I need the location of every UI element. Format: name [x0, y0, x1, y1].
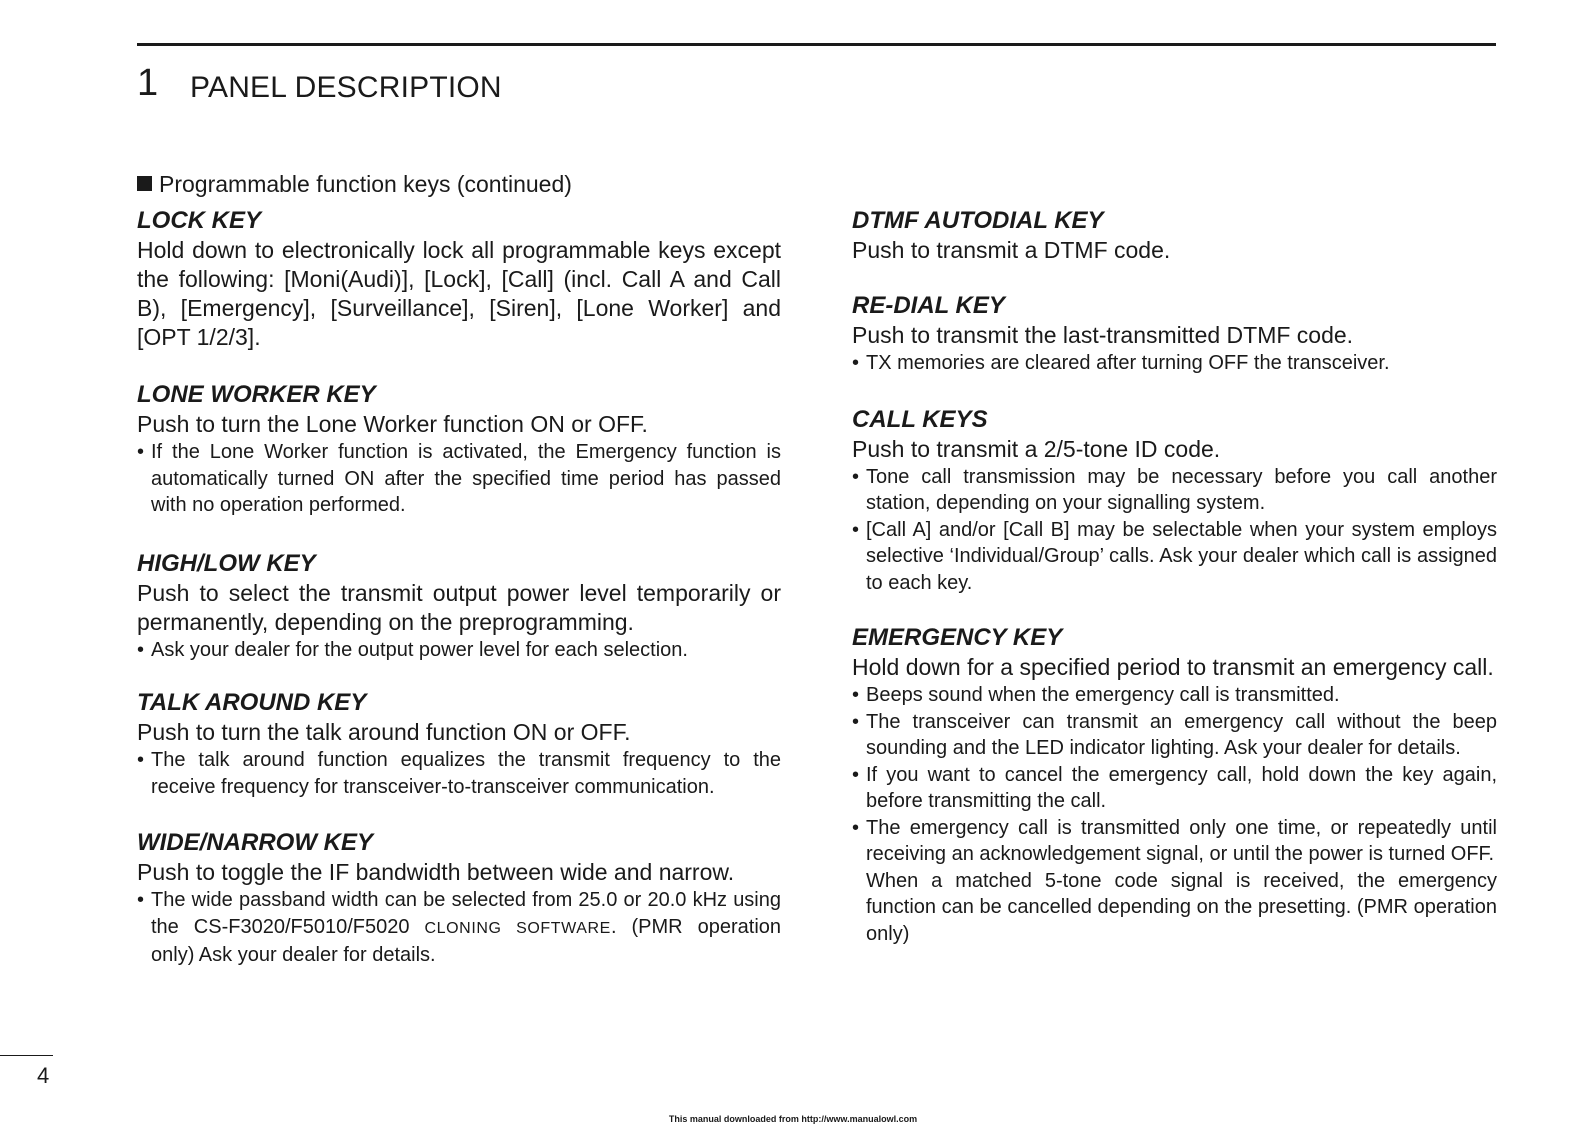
dtmf-autodial-key-heading: DTMF AUTODIAL KEY: [852, 207, 1104, 234]
wide-narrow-key-description: Push to toggle the IF bandwidth between wide and narrow.: [137, 859, 735, 885]
emergency-bullet-2: • The transceiver can transmit an emergency call without the beep sounding and the LED indicator lighting. Ask your dealer for details.: [852, 709, 1497, 762]
call-keys-bullet-1: • Tone call transmission may be necessary before you call another station, depending on your signalling system.: [852, 464, 1497, 517]
page-number: 4: [37, 1063, 50, 1088]
top-rule: [137, 43, 1496, 46]
lone-worker-bullet: • If the Lone Worker function is activated, the Emergency function is automatically turned ON after the specified time period has passed with no operation performed.: [137, 439, 781, 519]
lock-key-description: Hold down to electronically lock all programmable keys except the following: [Moni(Audi)], [Lock], [Call] (incl. Call A and Call B), [Emergency], [Surveillance], [Siren], [Lone Worker] and [OPT 1/2/3].: [137, 237, 781, 350]
right-column: [852, 206, 1497, 947]
emergency-key-block: [852, 623, 1497, 947]
dtmf-autodial-key-block: [852, 206, 1497, 265]
wide-narrow-bullet-text: The wide passband width can be selected from 25.0 or 20.0 kHz using the CS-F3020/F5010/F5020: [151, 889, 781, 938]
high-low-key-description: Push to select the transmit output power level temporarily or permanently, depending on the preprogramming.: [137, 579, 781, 635]
emergency-key-description: Hold down for a specified period to transmit an emergency call.: [852, 654, 1494, 680]
redial-key-description: Push to transmit the last-transmitted DTMF code.: [852, 322, 1354, 348]
call-keys-description: Push to transmit a 2/5-tone ID code.: [852, 435, 1221, 462]
wide-narrow-bullet-tail: . (PMR operation only) Ask your dealer for details.: [151, 915, 782, 966]
chapter-number: 1: [137, 62, 159, 104]
download-source-footer: This manual downloaded from http://www.manualowl.com: [668, 1114, 918, 1124]
lone-worker-key-block: [137, 380, 781, 519]
talk-around-bullet: • The talk around function equalizes the transmit frequency to the receive frequency for transceiver-to-transceiver communication.: [137, 747, 781, 800]
high-low-bullet: • Ask your dealer for the output power level for each selection.: [137, 637, 781, 664]
section-title: [137, 170, 572, 198]
talk-around-key-description: Push to turn the talk around function ON or OFF.: [137, 719, 631, 745]
call-keys-block: [852, 405, 1497, 597]
redial-key-heading: RE-DIAL KEY: [852, 292, 1005, 319]
wide-narrow-key-block: [137, 828, 781, 969]
talk-around-key-block: [137, 688, 781, 800]
call-keys-bullet-2: • [Call A] and/or [Call B] may be selectable when your system employs selective ‘Individual/Group’ calls. Ask your dealer which call is assigned to each key.: [852, 517, 1497, 597]
wide-narrow-bullet: [137, 887, 781, 969]
emergency-bullet-3: • If you want to cancel the emergency call, hold down the key again, before transmitting the call.: [852, 762, 1497, 815]
redial-bullet: • TX memories are cleared after turning OFF the transceiver.: [852, 350, 1497, 377]
cloning-software-label: CLONING SOFTWARE: [424, 919, 611, 937]
lock-key-block: [137, 206, 781, 352]
emergency-bullet-1: • Beeps sound when the emergency call is transmitted.: [852, 682, 1497, 709]
left-column: [137, 206, 781, 969]
wide-narrow-key-heading: WIDE/NARROW KEY: [137, 829, 373, 856]
chapter-title: PANEL DESCRIPTION: [190, 71, 502, 104]
lock-key-heading: LOCK KEY: [137, 207, 262, 234]
emergency-note: When a matched 5-tone code signal is received, the emergency function can be cancelled depending on the presetting. (PMR operation only): [866, 869, 1497, 945]
call-keys-heading: CALL KEYS: [852, 405, 988, 433]
emergency-key-heading: EMERGENCY KEY: [852, 624, 1063, 651]
lone-worker-key-heading: LONE WORKER KEY: [137, 381, 376, 408]
section-title-text: Programmable function keys (continued): [159, 171, 572, 197]
lone-worker-key-description: Push to turn the Lone Worker function ON or OFF.: [137, 411, 648, 437]
page-number-rule: [0, 1055, 53, 1056]
square-bullet-icon: [137, 176, 152, 191]
redial-key-block: [852, 291, 1497, 377]
high-low-key-block: [137, 549, 781, 664]
high-low-key-heading: HIGH/LOW KEY: [137, 549, 316, 577]
dtmf-autodial-key-description: Push to transmit a DTMF code.: [852, 237, 1171, 263]
emergency-bullet-4: • The emergency call is transmitted only one time, or repeatedly until receiving an acknowledgement signal, or until the power is turned OFF.: [852, 815, 1497, 868]
talk-around-key-heading: TALK AROUND KEY: [137, 689, 367, 716]
